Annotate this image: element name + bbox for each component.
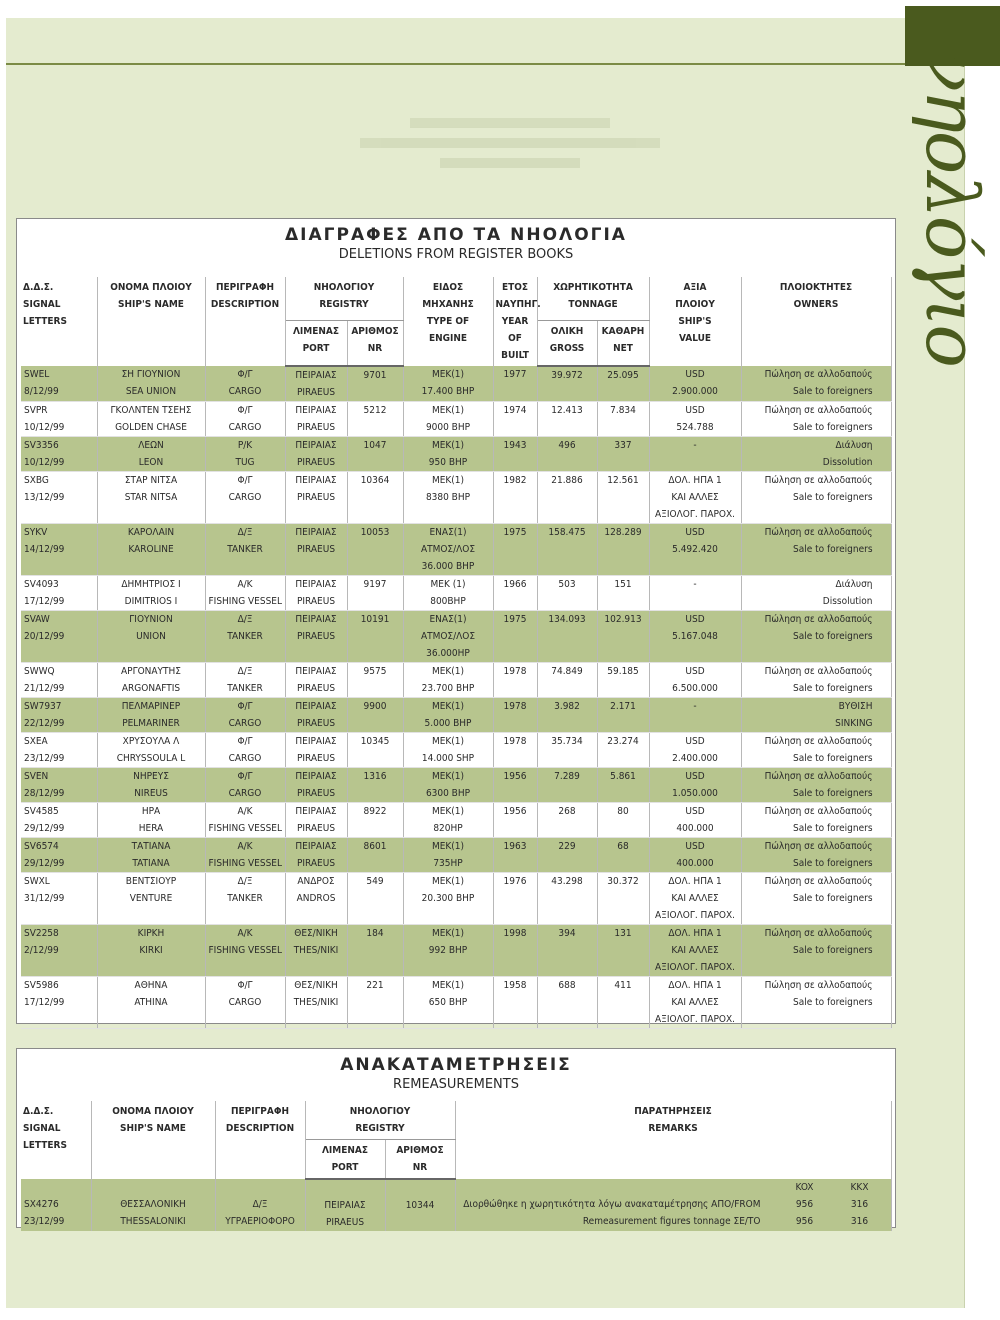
- description-cell: Ρ/Κ TUG: [205, 437, 285, 472]
- description-cell: Φ/Γ CARGO: [205, 366, 285, 402]
- owners-cell: Διάλυση Dissolution: [741, 576, 891, 611]
- deletions-panel: [16, 218, 896, 1024]
- registry-nr-cell: 221: [347, 977, 403, 1029]
- deletions-title-gr: ΔΙΑΓΡΑΦΕΣ ΑΠΟ ΤΑ ΝΗΟΛΟΓΙΑ: [285, 225, 627, 245]
- registry-nr-cell: 9575: [347, 663, 403, 698]
- deletions-body: [21, 366, 891, 1029]
- port-cell: ΠΕΙΡΑΙΑΣ PIRAEUS: [285, 576, 347, 611]
- ship-name-cell: ΓΚΟΛΝΤΕΝ ΤΣΕΗΣ GOLDEN CHASE: [97, 402, 205, 437]
- col-registry: ΝΗΟΛΟΓΙΟΥ REGISTRY: [285, 277, 403, 321]
- gross-tonnage-cell: 688: [537, 977, 597, 1029]
- ship-value-cell: ΔΟΛ. ΗΠΑ 1 ΚΑΙ ΑΛΛΕΣ ΑΞΙΟΛΟΓ. ΠΑΡΟΧ.: [649, 925, 741, 977]
- gross-tonnage-cell: 21.886: [537, 472, 597, 524]
- signal-cell: SXBG 13/12/99: [21, 472, 97, 524]
- signal-cell: SW7937 22/12/99: [21, 698, 97, 733]
- gross-tonnage-cell: 158.475: [537, 524, 597, 576]
- remeasurements-title-gr: ΑΝΑΚΑΤΑΜΕΤΡΗΣΕΙΣ: [340, 1055, 572, 1075]
- deletions-title-en: DELETIONS FROM REGISTER BOOKS: [338, 247, 574, 262]
- gross-tonnage-cell: 134.093: [537, 611, 597, 663]
- year-built-cell: 1956: [493, 768, 537, 803]
- signal-cell: SWXL 31/12/99: [21, 873, 97, 925]
- ship-name-cell: ΧΡΥΣΟΥΛΑ Λ CHRYSSOULA L: [97, 733, 205, 768]
- gross-tonnage-cell: 43.298: [537, 873, 597, 925]
- year-built-cell: 1977: [493, 366, 537, 402]
- registry-nr-cell: 5212: [347, 402, 403, 437]
- registry-nr-cell: 10364: [347, 472, 403, 524]
- gross-tonnage-cell: 12.413: [537, 402, 597, 437]
- top-rule: [6, 63, 1000, 65]
- deletion-row: [21, 925, 891, 977]
- ship-name-cell: ΤΑΤΙΑΝΑ TATIANA: [97, 838, 205, 873]
- owners-cell: Πώληση σε αλλοδαπούς Sale to foreigners: [741, 925, 891, 977]
- gross-tonnage-cell: 7.289: [537, 768, 597, 803]
- registry-nr-cell: 10345: [347, 733, 403, 768]
- port-cell: ΠΕΙΡΑΙΑΣ PIRAEUS: [285, 611, 347, 663]
- col-tonnage: ΧΩΡΗΤΙΚΟΤΗΤΑ TONNAGE: [537, 277, 649, 321]
- net-tonnage-cell: 68: [597, 838, 649, 873]
- description-cell: Α/Κ FISHING VESSEL: [205, 576, 285, 611]
- ship-value-cell: USD 6.500.000: [649, 663, 741, 698]
- year-built-cell: 1963: [493, 838, 537, 873]
- owners-cell: Πώληση σε αλλοδαπούς Sale to foreigners: [741, 663, 891, 698]
- net-tonnage-cell: 59.185: [597, 663, 649, 698]
- signal-cell: SV2258 2/12/99: [21, 925, 97, 977]
- description-cell: Φ/Γ CARGO: [205, 733, 285, 768]
- col-desc: ΠΕΡΙΓΡΑΦΗ DESCRIPTION: [205, 277, 285, 366]
- col-port: ΛΙΜΕΝΑΣ PORT: [285, 321, 347, 366]
- registry-nr-cell: 9197: [347, 576, 403, 611]
- owners-cell: Πώληση σε αλλοδαπούς Sale to foreigners: [741, 733, 891, 768]
- remeasurement-row: [21, 1179, 891, 1231]
- owners-cell: Πώληση σε αλλοδαπούς Sale to foreigners: [741, 977, 891, 1029]
- signal-cell: SV4093 17/12/99: [21, 576, 97, 611]
- signal-cell: SV5986 17/12/99: [21, 977, 97, 1029]
- ship-value-cell: USD 400.000: [649, 803, 741, 838]
- port-cell: ΠΕΙΡΑΙΑΣ PIRAEUS: [285, 663, 347, 698]
- year-built-cell: 1975: [493, 611, 537, 663]
- port-cell: ΠΕΙΡΑΙΑΣ PIRAEUS: [285, 733, 347, 768]
- net-tonnage-cell: 411: [597, 977, 649, 1029]
- rem-remark-line: Remeasurement figures tonnage ΣΕ/TO: [582, 1216, 761, 1227]
- signal-cell: SV4585 29/12/99: [21, 803, 97, 838]
- rem-remarks: [455, 1179, 891, 1231]
- port-cell: ΠΕΙΡΑΙΑΣ PIRAEUS: [285, 838, 347, 873]
- col-gross: ΟΛΙΚΗ GROSS: [537, 321, 597, 366]
- year-built-cell: 1982: [493, 472, 537, 524]
- owners-cell: ΒΥΘΙΣΗ SINKING: [741, 698, 891, 733]
- net-tonnage-cell: 23.274: [597, 733, 649, 768]
- ship-value-cell: USD 1.050.000: [649, 768, 741, 803]
- ship-value-cell: USD 2.900.000: [649, 366, 741, 402]
- engine-cell: ΕΝΑΣ(1) ΑΤΜΟΣ/ΛΟΣ 36.000 BHP: [403, 524, 493, 576]
- col-owners: ΠΛΟΙΟΚΤΗΤΕΣ OWNERS: [741, 277, 891, 366]
- engine-cell: ΜΕΚ(1) 17.400 BHP: [403, 366, 493, 402]
- year-built-cell: 1975: [493, 524, 537, 576]
- registry-nr-cell: 549: [347, 873, 403, 925]
- gross-tonnage-cell: 503: [537, 576, 597, 611]
- engine-cell: ΜΕΚ(1) 5.000 BHP: [403, 698, 493, 733]
- description-cell: Δ/Ξ TANKER: [205, 611, 285, 663]
- ship-name-cell: ΚΙΡΚΗ KIRKI: [97, 925, 205, 977]
- rem-col-registry: ΝΗΟΛΟΓΙΟΥ REGISTRY: [305, 1101, 455, 1140]
- deletion-row: [21, 768, 891, 803]
- rem-remark-line: Διορθώθηκε η χωρητικότητα λόγω ανακαταμέτρησης ΑΠΟ/FROM: [463, 1199, 761, 1210]
- ship-value-cell: USD 524.788: [649, 402, 741, 437]
- registry-nr-cell: 1316: [347, 768, 403, 803]
- deletion-row: [21, 977, 891, 1029]
- ship-name-cell: ΗΡΑ HERA: [97, 803, 205, 838]
- port-cell: ΠΕΙΡΑΙΑΣ PIRAEUS: [285, 437, 347, 472]
- ship-value-cell: ΔΟΛ. ΗΠΑ 1 ΚΑΙ ΑΛΛΕΣ ΑΞΙΟΛΟΓ. ΠΑΡΟΧ.: [649, 472, 741, 524]
- deletions-table: [21, 277, 892, 1029]
- net-tonnage-cell: 2.171: [597, 698, 649, 733]
- ship-name-cell: ΣΤΑΡ ΝΙΤΣΑ STAR NITSA: [97, 472, 205, 524]
- deletion-row: [21, 873, 891, 925]
- signal-cell: SWEL 8/12/99: [21, 366, 97, 402]
- side-label: [892, 48, 1000, 366]
- engine-cell: ΜΕΚ(1) 6300 BHP: [403, 768, 493, 803]
- owners-cell: Πώληση σε αλλοδαπούς Sale to foreigners: [741, 768, 891, 803]
- col-engine: ΕΙΔΟΣ ΜΗΧΑΝΗΣ TYPE OF ENGINE: [403, 277, 493, 366]
- gross-tonnage-cell: 394: [537, 925, 597, 977]
- net-tonnage-cell: 30.372: [597, 873, 649, 925]
- gross-tonnage-cell: 229: [537, 838, 597, 873]
- ship-value-cell: ΔΟΛ. ΗΠΑ 1 ΚΑΙ ΑΛΛΕΣ ΑΞΙΟΛΟΓ. ΠΑΡΟΧ.: [649, 977, 741, 1029]
- signal-cell: SXEA 23/12/99: [21, 733, 97, 768]
- ship-value-cell: -: [649, 437, 741, 472]
- ship-name-cell: ΔΗΜΗΤΡΙΟΣ Ι DIMITRIOS I: [97, 576, 205, 611]
- deletion-row: [21, 402, 891, 437]
- year-built-cell: 1976: [493, 873, 537, 925]
- ship-value-cell: ΔΟΛ. ΗΠΑ 1 ΚΑΙ ΑΛΛΕΣ ΑΞΙΟΛΟΓ. ΠΑΡΟΧ.: [649, 873, 741, 925]
- owners-cell: Πώληση σε αλλοδαπούς Sale to foreigners: [741, 611, 891, 663]
- owners-cell: Διάλυση Dissolution: [741, 437, 891, 472]
- deletion-row: [21, 437, 891, 472]
- side-label-text: νηολόγιο: [910, 48, 994, 366]
- remeasurements-title-en: REMEASUREMENTS: [393, 1077, 519, 1092]
- owners-cell: Πώληση σε αλλοδαπούς Sale to foreigners: [741, 838, 891, 873]
- engine-cell: ΜΕΚ(1) 8380 BHP: [403, 472, 493, 524]
- port-cell: ΠΕΙΡΑΙΑΣ PIRAEUS: [285, 768, 347, 803]
- kox-label: KOX: [795, 1182, 814, 1193]
- description-cell: Α/Κ FISHING VESSEL: [205, 803, 285, 838]
- engine-cell: ΜΕΚ(1) 992 BHP: [403, 925, 493, 977]
- net-tonnage-cell: 337: [597, 437, 649, 472]
- registry-nr-cell: 10053: [347, 524, 403, 576]
- description-cell: Φ/Γ CARGO: [205, 768, 285, 803]
- rem-col-nr: ΑΡΙΘΜΟΣ NR: [385, 1140, 455, 1180]
- rem-col-signal: Δ.Δ.Σ. SIGNAL LETTERS: [21, 1101, 91, 1179]
- description-cell: Δ/Ξ TANKER: [205, 663, 285, 698]
- description-cell: Α/Κ FISHING VESSEL: [205, 838, 285, 873]
- ship-name-cell: ΒΕΝΤΣΙΟΥΡ VENTURE: [97, 873, 205, 925]
- ship-value-cell: USD 2.400.000: [649, 733, 741, 768]
- kkx-value: 316: [850, 1216, 869, 1227]
- description-cell: Δ/Ξ TANKER: [205, 524, 285, 576]
- port-cell: ΘΕΣ/ΝΙΚΗ THES/NIKI: [285, 925, 347, 977]
- rem-col-remarks: ΠΑΡΑΤΗΡΗΣΕΙΣ REMARKS: [455, 1101, 891, 1179]
- deletion-row: [21, 663, 891, 698]
- registry-nr-cell: 184: [347, 925, 403, 977]
- year-built-cell: 1966: [493, 576, 537, 611]
- description-cell: Δ/Ξ TANKER: [205, 873, 285, 925]
- engine-cell: ΜΕΚ(1) 820HP: [403, 803, 493, 838]
- ship-name-cell: ΚΑΡΟΛΑΙΝ KAROLINE: [97, 524, 205, 576]
- ship-name-cell: ΓΙΟΥΝΙΟΝ UNION: [97, 611, 205, 663]
- engine-cell: ΜΕΚ(1) 650 BHP: [403, 977, 493, 1029]
- gross-tonnage-cell: 74.849: [537, 663, 597, 698]
- gross-tonnage-cell: 3.982: [537, 698, 597, 733]
- ship-name-cell: ΑΡΓΟΝΑΥΤΗΣ ARGONAFTIS: [97, 663, 205, 698]
- year-built-cell: 1978: [493, 663, 537, 698]
- col-signal: Δ.Δ.Σ. SIGNAL LETTERS: [21, 277, 97, 366]
- engine-cell: ΜΕΚ(1) 9000 BHP: [403, 402, 493, 437]
- year-built-cell: 1956: [493, 803, 537, 838]
- kkx-label: KKX: [850, 1182, 869, 1193]
- description-cell: Α/Κ FISHING VESSEL: [205, 925, 285, 977]
- description-cell: Φ/Γ CARGO: [205, 402, 285, 437]
- signal-cell: SWWQ 21/12/99: [21, 663, 97, 698]
- rem-desc: Δ/Ξ ΥΓΡΑΕΡΙΟΦΟΡΟ: [215, 1179, 305, 1231]
- net-tonnage-cell: 80: [597, 803, 649, 838]
- port-cell: ΠΕΙΡΑΙΑΣ PIRAEUS: [285, 366, 347, 402]
- ship-value-cell: -: [649, 698, 741, 733]
- rem-signal: SX4276 23/12/99: [21, 1179, 91, 1231]
- owners-cell: Πώληση σε αλλοδαπούς Sale to foreigners: [741, 402, 891, 437]
- rem-col-port: ΛΙΜΕΝΑΣ PORT: [305, 1140, 385, 1180]
- engine-cell: ΜΕΚ(1) 23.700 BHP: [403, 663, 493, 698]
- ship-value-cell: USD 5.167.048: [649, 611, 741, 663]
- ship-value-cell: USD 5.492.420: [649, 524, 741, 576]
- net-tonnage-cell: 12.561: [597, 472, 649, 524]
- deletion-row: [21, 611, 891, 663]
- registry-nr-cell: 8922: [347, 803, 403, 838]
- year-built-cell: 1978: [493, 733, 537, 768]
- net-tonnage-cell: 131: [597, 925, 649, 977]
- kox-value: 956: [795, 1199, 814, 1210]
- col-value: ΑΞΙΑ ΠΛΟΙΟΥ SHIP'S VALUE: [649, 277, 741, 366]
- deletion-row: [21, 698, 891, 733]
- registry-nr-cell: 9900: [347, 698, 403, 733]
- col-year: ΕΤΟΣ ΝΑΥΠΗΓ. YEAR OF BUILT: [493, 277, 537, 366]
- ship-name-cell: ΣΗ ΓΙΟΥΝΙΟΝ SEA UNION: [97, 366, 205, 402]
- gross-tonnage-cell: 496: [537, 437, 597, 472]
- engine-cell: ΜΕΚ(1) 20.300 BHP: [403, 873, 493, 925]
- year-built-cell: 1978: [493, 698, 537, 733]
- rem-col-desc: ΠΕΡΙΓΡΑΦΗ DESCRIPTION: [215, 1101, 305, 1179]
- deletion-row: [21, 576, 891, 611]
- kox-value: 956: [795, 1216, 814, 1227]
- col-nr: ΑΡΙΘΜΟΣ NR: [347, 321, 403, 366]
- engine-cell: ΕΝΑΣ(1) ΑΤΜΟΣ/ΛΟΣ 36.000HP: [403, 611, 493, 663]
- signal-cell: SVAW 20/12/99: [21, 611, 97, 663]
- col-name: ΟΝΟΜΑ ΠΛΟΙΟΥ SHIP'S NAME: [97, 277, 205, 366]
- owners-cell: Πώληση σε αλλοδαπούς Sale to foreigners: [741, 366, 891, 402]
- signal-cell: SV6574 29/12/99: [21, 838, 97, 873]
- deletions-header: [21, 277, 891, 366]
- net-tonnage-cell: 151: [597, 576, 649, 611]
- year-built-cell: 1958: [493, 977, 537, 1029]
- signal-cell: SYKV 14/12/99: [21, 524, 97, 576]
- ship-name-cell: ΑΘΗΝΑ ATHINA: [97, 977, 205, 1029]
- description-cell: Φ/Γ CARGO: [205, 977, 285, 1029]
- net-tonnage-cell: 25.095: [597, 366, 649, 402]
- owners-cell: Πώληση σε αλλοδαπούς Sale to foreigners: [741, 524, 891, 576]
- gross-tonnage-cell: 39.972: [537, 366, 597, 402]
- signal-cell: SV3356 10/12/99: [21, 437, 97, 472]
- owners-cell: Πώληση σε αλλοδαπούς Sale to foreigners: [741, 803, 891, 838]
- net-tonnage-cell: 5.861: [597, 768, 649, 803]
- deletion-row: [21, 472, 891, 524]
- description-cell: Φ/Γ CARGO: [205, 472, 285, 524]
- net-tonnage-cell: 128.289: [597, 524, 649, 576]
- ship-name-cell: ΝΗΡΕΥΣ NIREUS: [97, 768, 205, 803]
- remeasurements-panel: [16, 1048, 896, 1228]
- rem-name: ΘΕΣΣΑΛΟΝΙΚΗ THESSALONIKI: [91, 1179, 215, 1231]
- registry-nr-cell: 10191: [347, 611, 403, 663]
- registry-nr-cell: 1047: [347, 437, 403, 472]
- faded-heading-decoration: [340, 108, 680, 198]
- deletion-row: [21, 733, 891, 768]
- net-tonnage-cell: 102.913: [597, 611, 649, 663]
- rem-port: ΠΕΙΡΑΙΑΣ PIRAEUS: [305, 1179, 385, 1231]
- deletion-row: [21, 524, 891, 576]
- registry-nr-cell: 8601: [347, 838, 403, 873]
- col-net: ΚΑΘΑΡΗ NET: [597, 321, 649, 366]
- year-built-cell: 1943: [493, 437, 537, 472]
- ship-name-cell: ΠΕΛΜΑΡΙΝΕΡ PELMARINER: [97, 698, 205, 733]
- port-cell: ΠΕΙΡΑΙΑΣ PIRAEUS: [285, 472, 347, 524]
- kkx-value: 316: [850, 1199, 869, 1210]
- port-cell: ΠΕΙΡΑΙΑΣ PIRAEUS: [285, 803, 347, 838]
- net-tonnage-cell: 7.834: [597, 402, 649, 437]
- gross-tonnage-cell: 268: [537, 803, 597, 838]
- deletion-row: [21, 838, 891, 873]
- year-built-cell: 1998: [493, 925, 537, 977]
- gross-tonnage-cell: 35.734: [537, 733, 597, 768]
- engine-cell: ΜΕΚ(1) 14.000 SHP: [403, 733, 493, 768]
- rem-nr: 10344: [385, 1179, 455, 1231]
- rem-col-name: ΟΝΟΜΑ ΠΛΟΙΟΥ SHIP'S NAME: [91, 1101, 215, 1179]
- ship-value-cell: -: [649, 576, 741, 611]
- year-built-cell: 1974: [493, 402, 537, 437]
- engine-cell: ΜΕΚ(1) 950 BHP: [403, 437, 493, 472]
- port-cell: ΠΕΙΡΑΙΑΣ PIRAEUS: [285, 698, 347, 733]
- signal-cell: SVPR 10/12/99: [21, 402, 97, 437]
- registry-nr-cell: 9701: [347, 366, 403, 402]
- remeasurements-table: [21, 1101, 892, 1231]
- ship-name-cell: ΛΕΩΝ LEON: [97, 437, 205, 472]
- port-cell: ΘΕΣ/ΝΙΚΗ THES/NIKI: [285, 977, 347, 1029]
- engine-cell: ΜΕΚ(1) 735HP: [403, 838, 493, 873]
- owners-cell: Πώληση σε αλλοδαπούς Sale to foreigners: [741, 472, 891, 524]
- owners-cell: Πώληση σε αλλοδαπούς Sale to foreigners: [741, 873, 891, 925]
- ship-value-cell: USD 400.000: [649, 838, 741, 873]
- description-cell: Φ/Γ CARGO: [205, 698, 285, 733]
- deletion-row: [21, 366, 891, 402]
- port-cell: ΠΕΙΡΑΙΑΣ PIRAEUS: [285, 402, 347, 437]
- engine-cell: ΜΕΚ (1) 800BHP: [403, 576, 493, 611]
- port-cell: ΑΝΔΡΟΣ ANDROS: [285, 873, 347, 925]
- port-cell: ΠΕΙΡΑΙΑΣ PIRAEUS: [285, 524, 347, 576]
- deletion-row: [21, 803, 891, 838]
- signal-cell: SVEN 28/12/99: [21, 768, 97, 803]
